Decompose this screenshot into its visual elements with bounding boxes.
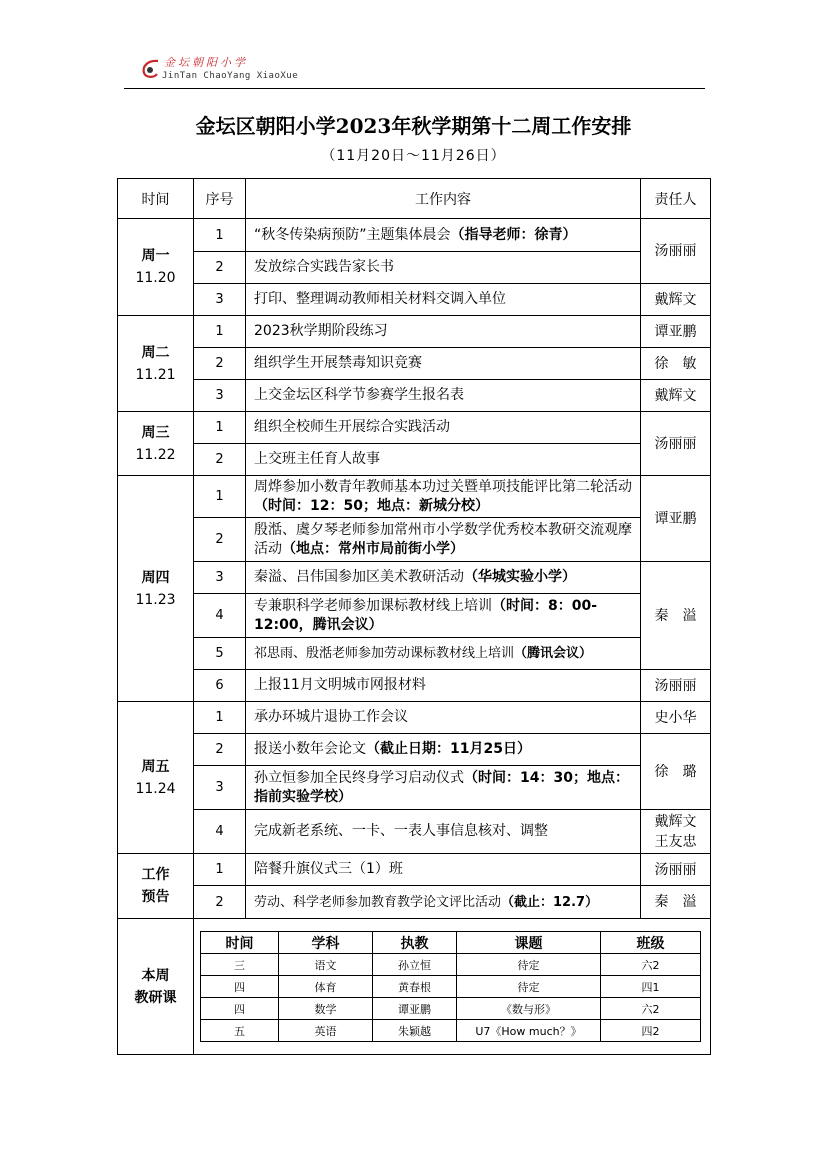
table-header-row bbox=[118, 179, 711, 219]
task-detail: （截止日期：11月25日） bbox=[366, 741, 531, 757]
research-cell bbox=[194, 919, 711, 1055]
day-cell bbox=[118, 412, 194, 476]
research-header: 课题 bbox=[457, 932, 601, 954]
task-content bbox=[246, 476, 641, 518]
task-no: 5 bbox=[194, 638, 246, 670]
day-name: 周四 bbox=[141, 569, 170, 586]
task-content: 上交金坛区科学节参赛学生报名表 bbox=[246, 380, 641, 412]
task-detail: （时间：14：30；地点：指前实验学校） bbox=[254, 769, 629, 805]
research-label: 本周 bbox=[141, 967, 170, 984]
header-person: 责任人 bbox=[641, 179, 711, 219]
day-date: 11.21 bbox=[135, 366, 176, 383]
person-cell: 戴辉文 bbox=[641, 380, 711, 412]
task-detail: （截止：12.7） bbox=[501, 894, 599, 910]
research-cell-class: 六2 bbox=[601, 998, 701, 1020]
task-content: 组织学生开展禁毒知识竞赛 bbox=[246, 348, 641, 380]
person-cell: 秦 溢 bbox=[641, 562, 711, 670]
task-content: 发放综合实践告家长书 bbox=[246, 252, 641, 284]
research-cell-topic: U7《How much？》 bbox=[457, 1020, 601, 1042]
table-row bbox=[118, 734, 711, 766]
task-no: 3 bbox=[194, 284, 246, 316]
research-cell-teacher: 谭亚鹏 bbox=[373, 998, 457, 1020]
task-detail: （地点：常州市局前街小学） bbox=[282, 540, 464, 557]
research-cell-day: 四 bbox=[201, 976, 279, 998]
task-content: 上报11月文明城市网报材料 bbox=[246, 670, 641, 702]
task-detail: （腾讯会议） bbox=[514, 646, 593, 661]
task-content: 承办环城片退协工作会议 bbox=[246, 702, 641, 734]
table-row bbox=[118, 594, 711, 638]
day-date: 11.22 bbox=[135, 446, 176, 463]
research-cell-teacher: 朱颖越 bbox=[373, 1020, 457, 1042]
person-cell: 秦 溢 bbox=[641, 886, 711, 919]
person-cell: 汤丽丽 bbox=[641, 670, 711, 702]
research-header: 班级 bbox=[601, 932, 701, 954]
task-text: “秋冬传染病预防”主题集体晨会 bbox=[254, 226, 451, 243]
day-name: 周三 bbox=[141, 424, 170, 441]
person-cell: 汤丽丽 bbox=[641, 219, 711, 284]
task-no: 1 bbox=[194, 412, 246, 444]
research-table-row bbox=[201, 1020, 701, 1042]
research-header-row bbox=[201, 932, 701, 954]
task-content: 陪餐升旗仪式三（1）班 bbox=[246, 854, 641, 886]
person-cell: 戴辉文 bbox=[641, 284, 711, 316]
table-row bbox=[118, 380, 711, 412]
task-no: 4 bbox=[194, 594, 246, 638]
research-cell-topic: 待定 bbox=[457, 976, 601, 998]
research-cell-subject: 语文 bbox=[279, 954, 373, 976]
research-header: 学科 bbox=[279, 932, 373, 954]
task-no: 2 bbox=[194, 734, 246, 766]
research-cell-subject: 数学 bbox=[279, 998, 373, 1020]
task-no: 2 bbox=[194, 886, 246, 919]
research-cell-class: 四1 bbox=[601, 976, 701, 998]
task-no: 3 bbox=[194, 380, 246, 412]
school-logo-icon bbox=[140, 58, 162, 80]
research-cell-topic: 待定 bbox=[457, 954, 601, 976]
document-title: 金坛区朝阳小学2023年秋学期第十二周工作安排 bbox=[195, 114, 632, 138]
table-row bbox=[118, 766, 711, 810]
page-header bbox=[124, 52, 705, 89]
day-name: 周二 bbox=[141, 344, 170, 361]
research-table-row bbox=[201, 998, 701, 1020]
task-text: 孙立恒参加全民终身学习启动仪式 bbox=[254, 769, 464, 786]
task-content bbox=[246, 594, 641, 638]
header-no: 序号 bbox=[194, 179, 246, 219]
day-date: 预告 bbox=[141, 889, 170, 905]
research-cell-class: 四2 bbox=[601, 1020, 701, 1042]
table-row bbox=[118, 810, 711, 854]
day-cell bbox=[118, 316, 194, 412]
header-content: 工作内容 bbox=[246, 179, 641, 219]
day-date: 11.24 bbox=[135, 780, 176, 797]
table-row bbox=[118, 518, 711, 562]
table-row bbox=[118, 854, 711, 886]
table-row bbox=[118, 444, 711, 476]
research-cell-teacher: 黄春根 bbox=[373, 976, 457, 998]
task-content bbox=[246, 734, 641, 766]
research-cell-day: 四 bbox=[201, 998, 279, 1020]
task-text: 祁思雨、殷湉老师参加劳动课标教材线上培训 bbox=[254, 646, 515, 661]
research-cell-teacher: 孙立恒 bbox=[373, 954, 457, 976]
day-date: 11.20 bbox=[135, 270, 176, 286]
task-content bbox=[246, 886, 641, 919]
task-text: 秦溢、吕伟国参加区美术教研活动 bbox=[254, 569, 464, 585]
person-name: 王友忠 bbox=[654, 833, 697, 850]
task-content: 组织全校师生开展综合实践活动 bbox=[246, 412, 641, 444]
day-name: 周五 bbox=[141, 758, 170, 775]
task-content bbox=[246, 638, 641, 670]
task-text: 报送小数年会论文 bbox=[254, 741, 366, 757]
task-text: 劳动、科学老师参加教育教学论文评比活动 bbox=[254, 894, 502, 910]
task-no: 3 bbox=[194, 562, 246, 594]
header-time: 时间 bbox=[118, 179, 194, 219]
task-content bbox=[246, 766, 641, 810]
person-cell: 史小华 bbox=[641, 702, 711, 734]
table-row bbox=[118, 476, 711, 518]
task-no: 2 bbox=[194, 252, 246, 284]
task-detail: （时间：12：50；地点：新城分校） bbox=[254, 497, 489, 514]
research-row bbox=[118, 919, 711, 1055]
task-detail: （指导老师：徐青） bbox=[450, 226, 577, 243]
table-row bbox=[118, 562, 711, 594]
person-cell: 汤丽丽 bbox=[641, 412, 711, 476]
table-row bbox=[118, 316, 711, 348]
logo-text-cn: 金坛朝阳小学 bbox=[164, 56, 248, 69]
task-no: 4 bbox=[194, 810, 246, 854]
day-cell bbox=[118, 854, 194, 919]
task-no: 1 bbox=[194, 476, 246, 518]
logo-text-en: JinTan ChaoYang XiaoXue bbox=[162, 71, 299, 81]
research-table-row bbox=[201, 976, 701, 998]
task-no: 2 bbox=[194, 444, 246, 476]
table-row bbox=[118, 670, 711, 702]
person-cell: 徐 璐 bbox=[641, 734, 711, 810]
research-label-cell bbox=[118, 919, 194, 1055]
task-no: 2 bbox=[194, 518, 246, 562]
task-detail: （时间：8：00-12:00，腾讯会议） bbox=[254, 597, 598, 633]
table-row bbox=[118, 638, 711, 670]
task-no: 1 bbox=[194, 219, 246, 252]
task-text: 殷湉、虞夕琴老师参加常州市小学数学优秀校本教研交流观摩活动 bbox=[254, 521, 632, 557]
person-cell: 徐 敏 bbox=[641, 348, 711, 380]
table-row bbox=[118, 219, 711, 252]
task-content bbox=[246, 219, 641, 252]
research-header: 时间 bbox=[201, 932, 279, 954]
day-name: 周一 bbox=[141, 248, 170, 264]
person-cell: 谭亚鹏 bbox=[641, 316, 711, 348]
task-no: 6 bbox=[194, 670, 246, 702]
task-text: 专兼职科学老师参加课标教材线上培训 bbox=[254, 597, 492, 614]
task-no: 3 bbox=[194, 766, 246, 810]
research-cell-day: 三 bbox=[201, 954, 279, 976]
research-cell-day: 五 bbox=[201, 1020, 279, 1042]
day-cell bbox=[118, 476, 194, 702]
day-date: 11.23 bbox=[135, 591, 176, 608]
day-name: 工作 bbox=[141, 867, 170, 883]
schedule-table bbox=[117, 178, 711, 1055]
table-row bbox=[118, 348, 711, 380]
task-content bbox=[246, 518, 641, 562]
research-cell-subject: 体育 bbox=[279, 976, 373, 998]
task-content: 2023秋学期阶段练习 bbox=[246, 316, 641, 348]
person-cell bbox=[641, 810, 711, 854]
task-content: 打印、整理调动教师相关材料交调入单位 bbox=[246, 284, 641, 316]
task-content: 完成新老系统、一卡、一表人事信息核对、调整 bbox=[246, 810, 641, 854]
table-row bbox=[118, 412, 711, 444]
research-label: 教研课 bbox=[134, 989, 177, 1006]
task-content bbox=[246, 562, 641, 594]
person-cell: 谭亚鹏 bbox=[641, 476, 711, 562]
task-no: 1 bbox=[194, 854, 246, 886]
task-text: 周烨参加小数青年教师基本功过关暨单项技能评比第二轮活动 bbox=[254, 478, 632, 495]
person-cell: 汤丽丽 bbox=[641, 854, 711, 886]
task-no: 1 bbox=[194, 702, 246, 734]
table-row bbox=[118, 886, 711, 919]
day-cell bbox=[118, 702, 194, 854]
table-row bbox=[118, 284, 711, 316]
research-table-row bbox=[201, 954, 701, 976]
research-table bbox=[200, 931, 701, 1042]
task-no: 2 bbox=[194, 348, 246, 380]
task-content: 上交班主任育人故事 bbox=[246, 444, 641, 476]
task-detail: （华城实验小学） bbox=[464, 569, 576, 585]
person-name: 戴辉文 bbox=[654, 813, 697, 830]
table-row bbox=[118, 252, 711, 284]
research-cell-topic: 《数与形》 bbox=[457, 998, 601, 1020]
research-cell-class: 六2 bbox=[601, 954, 701, 976]
table-row bbox=[118, 702, 711, 734]
task-no: 1 bbox=[194, 316, 246, 348]
research-cell-subject: 英语 bbox=[279, 1020, 373, 1042]
document-subtitle: （11月20日～11月26日） bbox=[321, 148, 506, 164]
day-cell bbox=[118, 219, 194, 316]
research-header: 执教 bbox=[373, 932, 457, 954]
